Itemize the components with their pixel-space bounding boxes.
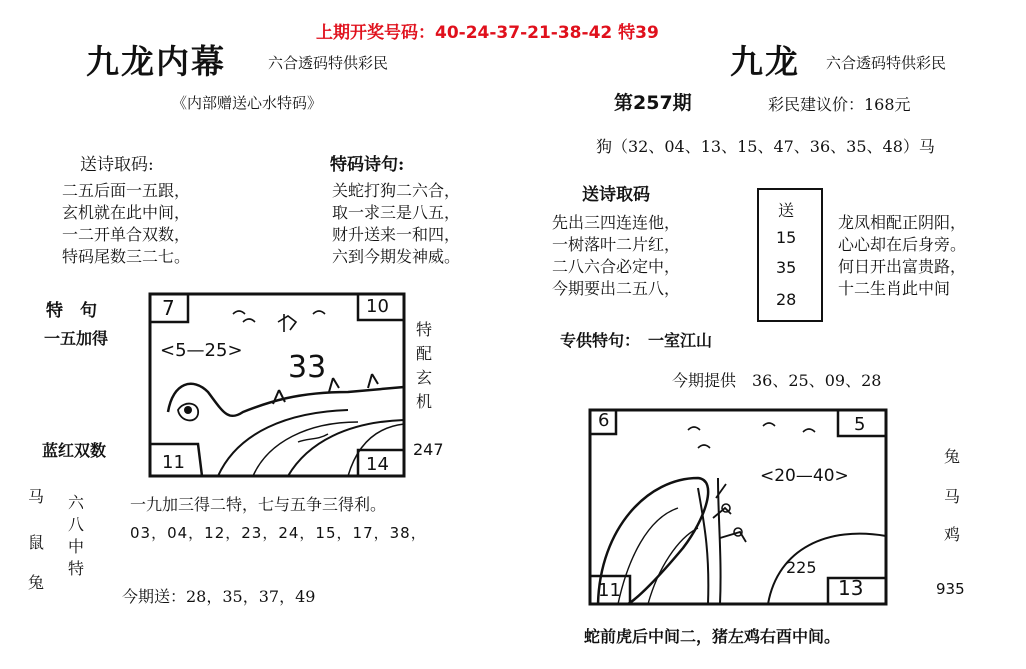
left-puzzle-picture — [148, 292, 406, 478]
right-title: 九龙 — [730, 42, 800, 81]
send-box-label: 送 — [778, 201, 795, 220]
right-poem-right — [838, 212, 966, 300]
send-box-number: 35 — [776, 258, 797, 277]
poem-line: 玄机就在此中间， — [62, 203, 191, 222]
six-eight-vertical: 六八中特 — [68, 493, 85, 578]
special-lines — [332, 180, 460, 268]
poem-line: 特码尾数三二七。 — [62, 247, 191, 266]
right-pic-bottom-right-number: 13 — [838, 576, 864, 600]
dog-horse-line: 狗（32、04、13、15、47、36、35、48）马 — [596, 137, 935, 156]
left-pic-top-left-number: 7 — [162, 296, 175, 320]
special-line: 关蛇打狗二六合， — [332, 181, 461, 200]
left-pic-big-number: 33 — [288, 350, 327, 385]
right-footer: 蛇前虎后中间二，猪左鸡右酉中间。 — [584, 627, 841, 646]
poem-line: 一二开单合双数， — [62, 225, 191, 244]
poem-lines — [62, 180, 190, 268]
left-zodiac-2: 鼠 — [28, 533, 45, 552]
poem-line: 何日开出富贵路， — [838, 257, 967, 276]
issue-number: 第257期 — [614, 92, 692, 114]
side-number-left: 247 — [413, 440, 444, 459]
left-pic-range: <5—25> — [160, 340, 243, 361]
right-pic-range: <20—40> — [760, 466, 849, 486]
poem-line: 十二生肖此中间 — [838, 279, 951, 298]
right-subtitle: 六合透码特供彩民 — [826, 54, 947, 72]
special-line: 财升送来一和四， — [332, 225, 461, 244]
special-heading: 特码诗句: — [330, 155, 405, 175]
right-pic-top-left-number: 6 — [598, 410, 610, 431]
left-riddle: 一九加三得二特，七与五争三得利。 — [130, 495, 387, 514]
special-line: 六到今期发神威。 — [332, 247, 461, 266]
send-box-number: 28 — [776, 290, 797, 309]
last-draw-banner: 上期开奖号码：40-24-37-21-38-42 特39 — [316, 23, 659, 43]
poem-line: 二五后面一五跟， — [62, 181, 191, 200]
left-subtitle: 六合透码特供彩民 — [268, 54, 389, 72]
side-number-right: 935 — [936, 580, 965, 598]
poem-heading: 送诗取码: — [80, 155, 154, 175]
right-poem-heading: 送诗取码 — [582, 185, 650, 205]
side-vertical-text: 特配玄机 — [416, 320, 433, 411]
right-pic-top-right-number: 5 — [854, 414, 866, 435]
right-zodiac-2: 马 — [944, 487, 961, 506]
exclusive-phrase: 专供特句： 一室江山 — [560, 331, 713, 350]
left-pic-bottom-right-number: 14 — [366, 454, 389, 475]
today-send: 今期送：28，35，37，49 — [122, 587, 316, 606]
right-zodiac-3: 鸡 — [944, 525, 961, 544]
blue-red-even: 蓝红双数 — [42, 441, 107, 460]
suggested-price: 彩民建议价：168元 — [768, 95, 911, 114]
left-zodiac-1: 马 — [28, 487, 45, 506]
poem-line: 心心却在后身旁。 — [838, 235, 967, 254]
poem-line: 二八六合必定中， — [552, 257, 681, 276]
right-pic-bottom-left-number: 11 — [598, 580, 621, 601]
right-zodiac-1: 兔 — [944, 447, 961, 466]
right-puzzle-picture — [588, 408, 888, 606]
special-line: 取一求三是八五， — [332, 203, 461, 222]
gift-title: 《内部赠送心水特码》 — [172, 94, 323, 112]
special-phrase-label: 特 句 — [46, 301, 97, 321]
right-pic-small-number: 225 — [786, 558, 817, 577]
today-provide: 今期提供 36、25、09、28 — [672, 371, 882, 390]
left-pic-top-right-number: 10 — [366, 296, 389, 317]
poem-line: 龙凤相配正阴阳， — [838, 213, 967, 232]
poem-line: 先出三四连连他， — [552, 213, 681, 232]
right-poem-left — [552, 212, 680, 300]
left-zodiac-3: 兔 — [28, 573, 45, 592]
left-title: 九龙内幕 — [86, 42, 226, 81]
left-number-list: 03，04，12，23，24，15，17，38， — [130, 524, 427, 542]
left-pic-bottom-left-number: 11 — [162, 452, 185, 473]
send-box-number: 15 — [776, 228, 797, 247]
special-phrase: 一五加得 — [44, 329, 109, 348]
poem-line: 今期要出二五八， — [552, 279, 681, 298]
poem-line: 一树落叶二片红， — [552, 235, 681, 254]
